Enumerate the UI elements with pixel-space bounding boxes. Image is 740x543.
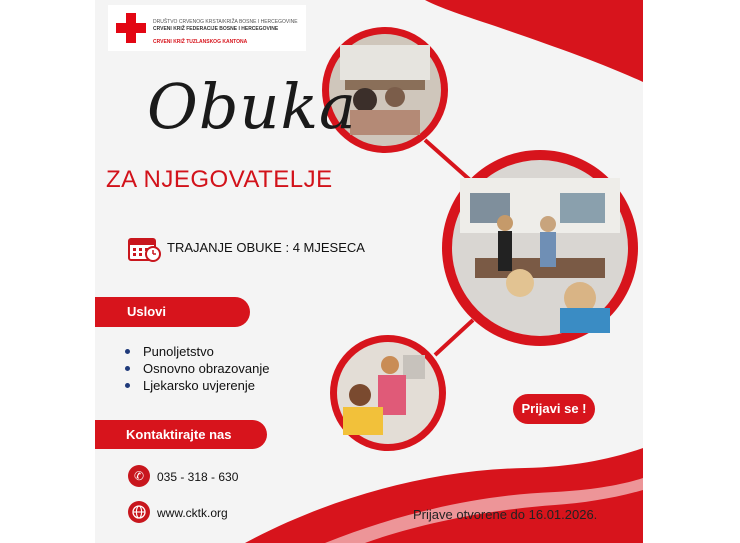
- title-subtitle: ZA NJEGOVATELJE: [106, 166, 333, 193]
- bullet-dot: [125, 366, 130, 371]
- conditions-header: Uslovi: [95, 297, 250, 327]
- application-deadline: Prijave otvorene do 16.01.2026.: [413, 507, 598, 522]
- website-link[interactable]: www.cktk.org: [157, 506, 228, 520]
- contact-header: Kontaktirajte nas: [95, 420, 267, 449]
- red-cross-icon: [116, 13, 146, 43]
- logo-line-1: DRUŠTVO CRVENOG KRSTA/KRIŽA BOSNE I HERCEGOVINE: [153, 19, 298, 25]
- calendar-clock-icon: [128, 236, 162, 262]
- list-item: Ljekarsko uvjerenje: [125, 377, 269, 394]
- logo-line-3: CRVENI KRIŽ TUZLANSKOG KANTONA: [153, 39, 248, 45]
- title-script: Obuka: [147, 70, 357, 143]
- conditions-list: [125, 343, 269, 394]
- phone-icon: ✆: [128, 465, 150, 487]
- bullet-dot: [125, 383, 130, 388]
- list-item: Punoljetstvo: [125, 343, 269, 360]
- top-right-wave: [425, 0, 643, 82]
- training-photo-2: [440, 148, 640, 348]
- list-item: Osnovno obrazovanje: [125, 360, 269, 377]
- apply-button[interactable]: Prijavi se !: [513, 394, 595, 424]
- globe-icon: [128, 501, 150, 523]
- logo: [108, 5, 306, 51]
- poster: [95, 0, 643, 543]
- training-photo-3: [328, 333, 448, 453]
- phone-number[interactable]: 035 - 318 - 630: [157, 470, 239, 484]
- logo-line-2: CRVENI KRIŽ FEDERACIJE BOSNE I HERCEGOVINE: [153, 26, 279, 32]
- bullet-dot: [125, 349, 130, 354]
- duration-text: TRAJANJE OBUKE : 4 MJESECA: [167, 240, 365, 255]
